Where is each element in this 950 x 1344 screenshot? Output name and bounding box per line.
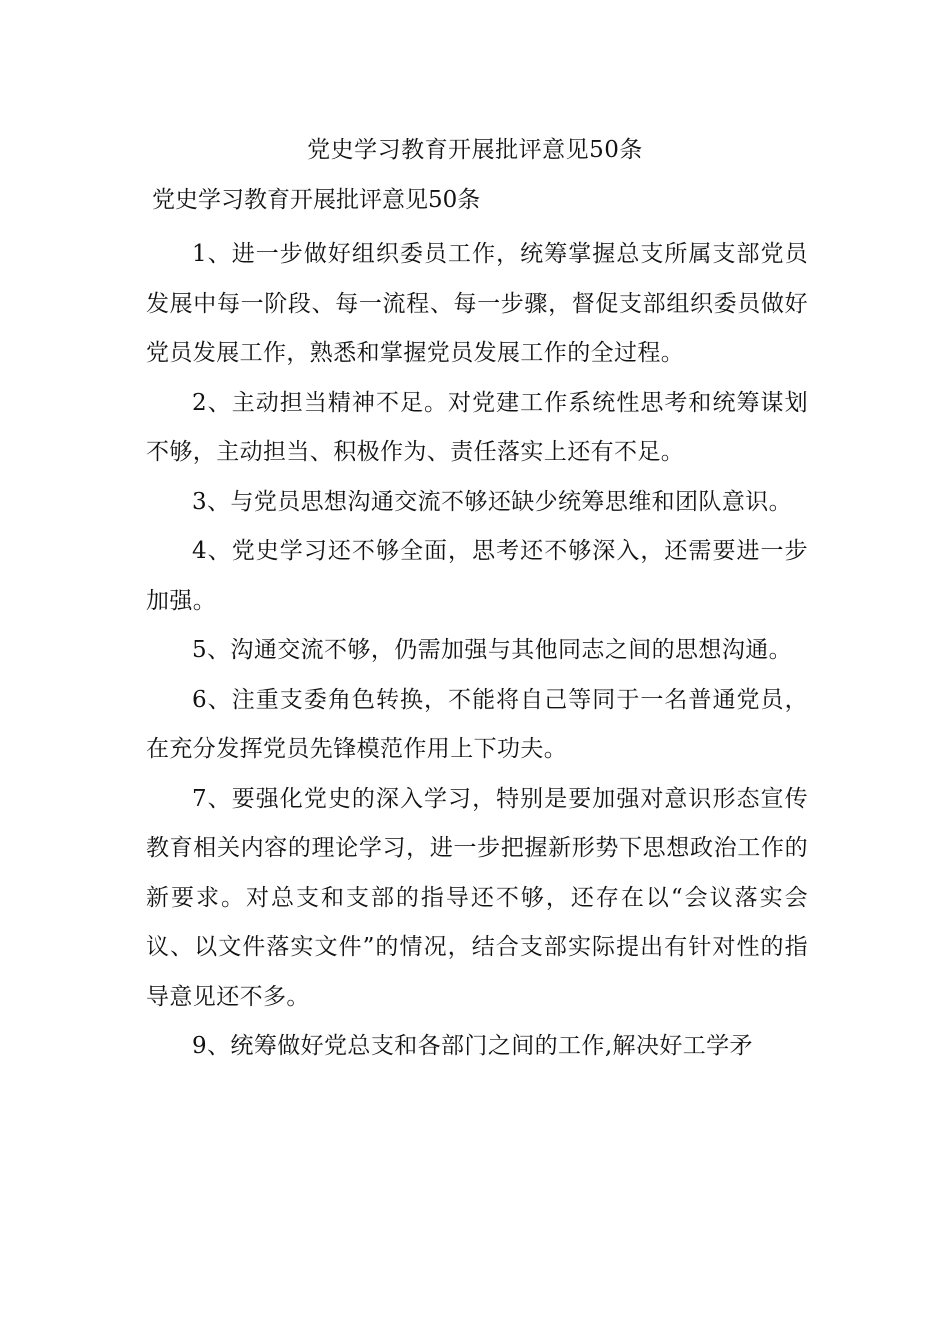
page-title: 党史学习教育开展批评意见50条: [307, 137, 643, 163]
document-subtitle: 党史学习教育开展批评意见50条: [152, 187, 481, 213]
paragraph-4: 4、党史学习还不够全面，思考还不够深入，还需要进一步加强。: [146, 538, 808, 614]
paragraph-9: 9、统筹做好党总支和各部门之间的工作,解决好工学矛: [192, 1033, 753, 1059]
document-body: [146, 230, 808, 1072]
paragraph-6: 6、注重支委角色转换，不能将自己等同于一名普通党员，在充分发挥党员先锋模范作用上下功夫。: [146, 686, 808, 762]
paragraph-1: 1、进一步做好组织委员工作，统筹掌握总支所属支部党员发展中每一阶段、每一流程、每一步骤，督促支部组织委员做好党员发展工作，熟悉和掌握党员发展工作的全过程。: [146, 241, 808, 366]
paragraph-7: 7、要强化党史的深入学习，特别是要加强对意识形态宣传教育相关内容的理论学习，进一步把握新形势下思想政治工作的新要求。对总支和支部的指导还不够，还存在以“会议落实会议、以文件落实文件”的情况，结合支部实际提出有针对性的指导意见还不多。: [146, 785, 808, 1010]
paragraph-3: 3、与党员思想沟通交流不够还缺少统筹思维和团队意识。: [192, 488, 793, 515]
paragraph-2: 2、主动担当精神不足。对党建工作系统性思考和统筹谋划不够，主动担当、积极作为、责任落实上还有不足。: [146, 389, 808, 465]
paragraph-5: 5、沟通交流不够，仍需加强与其他同志之间的思想沟通。: [192, 637, 793, 663]
